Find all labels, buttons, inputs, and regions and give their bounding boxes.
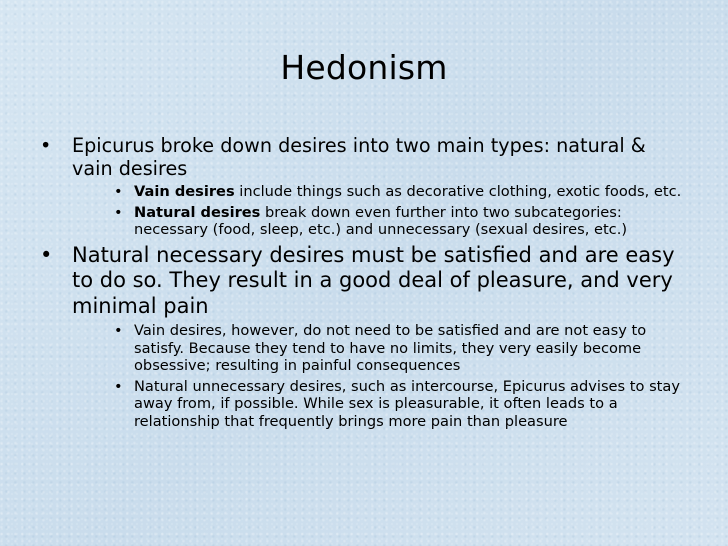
bullet-icon: • bbox=[114, 377, 123, 395]
sub-bullet-text: include things such as decorative clothing, exotic foods, etc. bbox=[234, 183, 682, 200]
bullet-point bbox=[40, 243, 690, 320]
sub-bullet-point bbox=[40, 322, 690, 375]
sub-bullet-text: Natural unnecessary desires, such as intercourse, Epicurus advises to stay away from, if possible. While sex is pleasurable, it often leads to a relationship that frequently brings more pain than pleasure bbox=[134, 377, 680, 430]
sub-bullet-text: Vain desires, however, do not need to be satisfied and are not easy to satisfy. Because they tend to have no limits, they very easily become obsessive; resulting in painful consequences bbox=[134, 322, 647, 374]
bullet-icon: • bbox=[114, 322, 123, 339]
sub-bullet-term: Vain desires bbox=[134, 183, 235, 200]
bullet-icon: • bbox=[40, 242, 53, 267]
sub-bullet-point bbox=[40, 378, 690, 431]
slide-title: Hedonism bbox=[280, 48, 448, 87]
sub-bullet-text: break down even further into two subcategories: necessary (food, sleep, etc.) and unnecessary (sexual desires, etc.) bbox=[134, 203, 628, 238]
sub-bullet-point bbox=[40, 204, 690, 239]
bullet-point bbox=[40, 134, 690, 180]
bullet-icon: • bbox=[114, 183, 123, 200]
bullet-icon: • bbox=[40, 134, 52, 157]
bullet-text: Natural necessary desires must be satisfied and are easy to do so. They result in a good deal of pleasure, and very minimal pain bbox=[72, 242, 675, 318]
bullet-text: Epicurus broke down desires into two main types: natural & vain desires bbox=[72, 134, 646, 180]
bullet-icon: • bbox=[114, 203, 123, 221]
sub-bullet-point bbox=[40, 183, 690, 201]
slide-content bbox=[40, 134, 690, 433]
sub-bullet-term: Natural desires bbox=[134, 203, 261, 221]
